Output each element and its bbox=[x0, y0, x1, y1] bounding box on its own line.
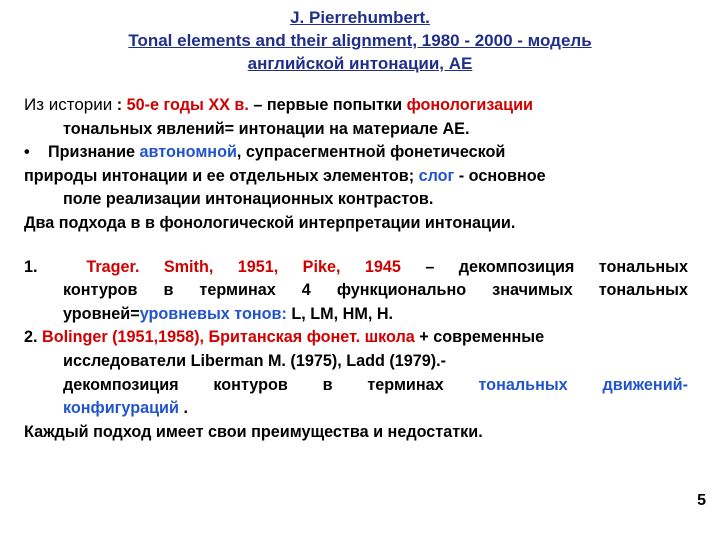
conclusion: Каждый подход имеет свои преимущества и недостатки. bbox=[24, 422, 483, 441]
approach2-plus: + современные bbox=[414, 328, 545, 347]
recognition-line-3: поле реализации интонационных контрастов. bbox=[63, 190, 434, 209]
approach1-num: 1. bbox=[24, 257, 38, 276]
approach2-line-3a: декомпозиция контуров в терминах bbox=[63, 375, 479, 394]
approach2-refs: Bolinger (1951,1958), Британская фонет. школа bbox=[42, 328, 415, 347]
history-text-1: – первые попытки bbox=[248, 96, 407, 114]
history-para bbox=[24, 93, 688, 118]
spacer bbox=[24, 236, 688, 256]
history-colon: : bbox=[112, 96, 127, 114]
history-period: 50-е годы XX в. bbox=[126, 96, 249, 114]
approach2-num: 2. bbox=[24, 328, 38, 347]
history-text-3: интонации на материале AE. bbox=[234, 119, 470, 138]
approach1-text-1: – декомпозиция тональных bbox=[400, 257, 688, 276]
approach2-tonal-moves: тональных движений- bbox=[478, 375, 688, 394]
recognition-line-2b: - основное bbox=[454, 166, 546, 185]
approach1-line-1 bbox=[24, 256, 688, 280]
bullet: • bbox=[24, 143, 30, 162]
approach1-refs: Trager. Smith, 1951, Pike, 1945 bbox=[86, 257, 401, 276]
recognition-text-1: Признание bbox=[48, 143, 140, 162]
approach2-line-2b: - bbox=[440, 351, 447, 370]
approach1-line-3a: уровней bbox=[63, 304, 131, 323]
recognition-text-2: , супрасегментной фонетической bbox=[236, 143, 506, 162]
history-text-2: тональных явлений bbox=[63, 119, 225, 138]
history-eq: = bbox=[224, 119, 235, 138]
slide-title bbox=[40, 6, 680, 75]
approach1-line-3b: L, LM, HM, H. bbox=[286, 304, 394, 323]
approach2-line-3 bbox=[24, 374, 688, 398]
two-approaches: Два подхода в в фонологической интерпретации интонации. bbox=[24, 213, 516, 232]
approach2-line-2a: исследователи Liberman M. (1975), Ladd (1979). bbox=[63, 351, 441, 370]
approach1-line-2: контуров в терминах 4 функционально значимых тональных bbox=[63, 281, 688, 300]
approach2-line-1 bbox=[24, 326, 688, 350]
history-intro bbox=[24, 96, 127, 114]
recognition-syllable: слог bbox=[418, 166, 455, 185]
approach1-line-3 bbox=[24, 303, 688, 327]
slide-body bbox=[24, 93, 688, 444]
title-line-2: Tonal elements and their alignment, 1980 - 2000 - модель bbox=[128, 31, 592, 50]
history-line-2 bbox=[24, 118, 688, 142]
approach2-configurations: конфигураций bbox=[63, 399, 179, 418]
approach2-line-4 bbox=[24, 397, 688, 421]
recognition-para bbox=[24, 141, 688, 165]
history-phonologization: фонологизации bbox=[406, 96, 534, 114]
page-number: 5 bbox=[697, 492, 706, 509]
recognition-autonomous: автономной bbox=[139, 143, 237, 162]
approach1-level-tones: уровневых тонов: bbox=[139, 304, 287, 323]
history-label: Из истории bbox=[24, 95, 113, 114]
recognition-line-2a: природы интонации и ее отдельных элементов; bbox=[24, 166, 419, 185]
approach1-eq: = bbox=[130, 304, 140, 323]
approach2-line-4b: . bbox=[178, 399, 188, 418]
approach2-line-2 bbox=[24, 350, 688, 374]
title-line-3: английской интонации, AE bbox=[247, 54, 473, 73]
title-line-1: J. Pierrehumbert. bbox=[290, 8, 430, 27]
recognition-line-2 bbox=[24, 165, 688, 189]
